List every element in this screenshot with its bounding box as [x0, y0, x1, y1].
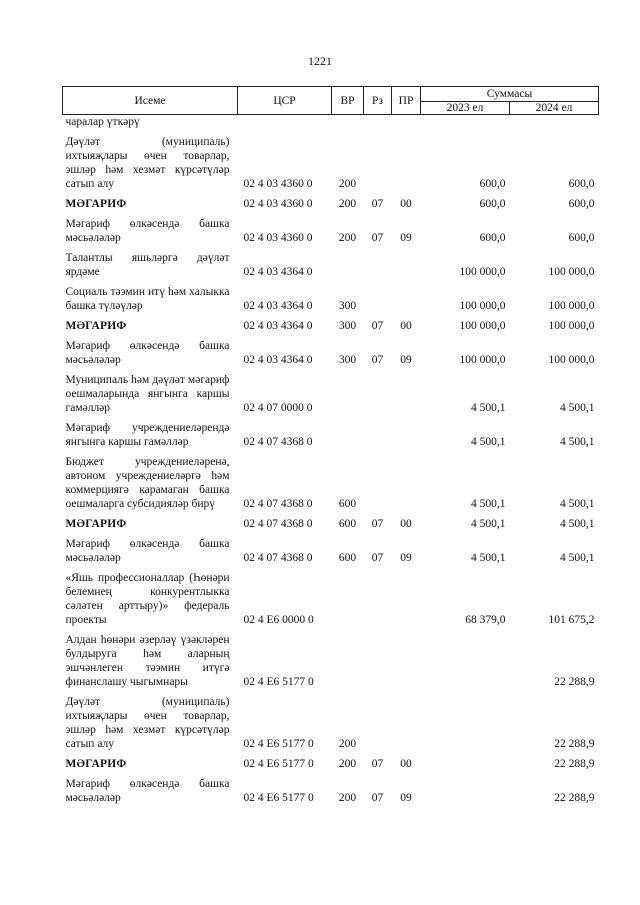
cell-pr: 09 — [400, 232, 412, 244]
cell-csr: 02 4 03 4364 0 — [243, 300, 313, 312]
cell-rz: 07 — [371, 320, 384, 332]
cell-s2024: 22 288,9 — [554, 792, 595, 804]
cell-rz — [364, 695, 392, 757]
cell-s2023: 4 500,1 — [471, 498, 506, 510]
cell-name: Дәүләт (муниципаль) ихтыяҗлары өчен товарлар, эшләр һәм хезмәт күрсәтүләр сатып алу — [65, 136, 230, 190]
cell-s2024: 4 500,1 — [560, 552, 595, 564]
cell-vr — [332, 251, 364, 285]
cell-vr: 300 — [338, 300, 357, 312]
cell-s2023: 4 500,1 — [471, 402, 506, 414]
table-row — [63, 537, 599, 571]
cell-s2024: 22 288,9 — [554, 758, 595, 770]
cell-vr — [332, 421, 364, 455]
cell-vr: 600 — [338, 498, 357, 510]
cell-rz: 07 — [371, 518, 384, 530]
table-row — [63, 455, 599, 517]
cell-rz — [364, 251, 392, 285]
table-row — [63, 339, 599, 373]
cell-csr: 02 4 E6 0000 0 — [243, 614, 314, 626]
cell-s2023 — [421, 633, 510, 695]
cell-s2024 — [510, 115, 599, 136]
cell-pr — [392, 251, 421, 285]
cell-csr: 02 4 E6 5177 0 — [243, 738, 314, 750]
cell-s2024: 600,0 — [568, 232, 595, 244]
cell-vr: 300 — [338, 354, 357, 366]
header-year-2023: 2023 ел — [421, 102, 510, 115]
cell-vr — [332, 373, 364, 421]
cell-csr: 02 4 03 4360 0 — [243, 232, 313, 244]
table-row — [63, 197, 599, 217]
cell-pr — [392, 421, 421, 455]
header-name: Исеме — [63, 87, 238, 115]
cell-name: «Яшь профессионаллар (Һөнәри белемнең конкурентлыкка сәләтен арттыру)» федераль проекты — [65, 572, 230, 626]
table-row — [63, 571, 599, 633]
cell-rz: 07 — [371, 198, 384, 210]
cell-csr — [238, 115, 332, 136]
cell-name: чаралар үткәрү — [65, 116, 140, 128]
cell-pr — [392, 373, 421, 421]
cell-csr: 02 4 03 4364 0 — [243, 354, 313, 366]
cell-s2023: 4 500,1 — [471, 436, 506, 448]
cell-name: МӘГАРИФ — [65, 320, 127, 332]
cell-rz — [364, 571, 392, 633]
cell-pr: 00 — [400, 758, 412, 770]
cell-name: Социаль тәэмин итү һәм халыкка башка түләүләр — [65, 286, 230, 312]
cell-name: Мәгариф учреждениеләрендә янгынга каршы гамәлләр — [65, 422, 230, 448]
cell-s2023: 68 379,0 — [465, 614, 506, 626]
cell-rz — [364, 421, 392, 455]
cell-s2023: 100 000,0 — [459, 300, 506, 312]
cell-pr — [392, 571, 421, 633]
table-row — [63, 135, 599, 197]
cell-vr — [332, 115, 364, 136]
cell-rz: 07 — [371, 792, 384, 804]
cell-name: МӘГАРИФ — [65, 518, 127, 530]
cell-vr — [332, 633, 364, 695]
cell-s2024: 100 000,0 — [548, 300, 595, 312]
cell-name: Дәүләт (муниципаль) ихтыяҗлары өчен товарлар, эшләр һәм хезмәт күрсәтүләр сатып алу — [65, 696, 230, 750]
cell-pr — [392, 455, 421, 517]
cell-name: МӘГАРИФ — [65, 198, 127, 210]
cell-s2024: 600,0 — [568, 198, 595, 210]
cell-s2024: 4 500,1 — [560, 402, 595, 414]
cell-name: МӘГАРИФ — [65, 758, 127, 770]
cell-pr — [392, 135, 421, 197]
cell-pr — [392, 115, 421, 136]
cell-rz: 07 — [371, 758, 384, 770]
cell-s2023: 600,0 — [479, 198, 506, 210]
cell-s2023: 600,0 — [479, 232, 506, 244]
cell-s2024: 101 675,2 — [548, 614, 595, 626]
cell-vr: 200 — [338, 232, 357, 244]
cell-name: Талантлы яшьләргә дәүләт ярдәме — [65, 252, 230, 278]
cell-s2023: 600,0 — [479, 178, 506, 190]
budget-table — [62, 86, 599, 811]
cell-s2023 — [421, 757, 510, 777]
cell-rz: 07 — [371, 354, 384, 366]
cell-name: Бюджет учреждениеләренә, автоном учреждениеләргә һәм коммерциягә карамаган башка оешмаларга субсидияләр бирү — [65, 456, 230, 510]
cell-csr: 02 4 E6 5177 0 — [243, 792, 314, 804]
cell-vr: 200 — [338, 758, 357, 770]
cell-rz: 07 — [371, 552, 384, 564]
cell-rz: 07 — [371, 232, 384, 244]
cell-vr: 200 — [338, 738, 357, 750]
cell-pr: 09 — [400, 552, 412, 564]
cell-s2023: 4 500,1 — [471, 552, 506, 564]
table-row — [63, 373, 599, 421]
cell-s2023: 100 000,0 — [459, 354, 506, 366]
table-row — [63, 217, 599, 251]
cell-s2023 — [421, 777, 510, 811]
cell-vr: 200 — [338, 198, 357, 210]
cell-csr: 02 4 E6 5177 0 — [243, 676, 314, 688]
table-row — [63, 517, 599, 537]
cell-vr — [332, 571, 364, 633]
cell-csr: 02 4 07 4368 0 — [243, 552, 313, 564]
cell-rz — [364, 135, 392, 197]
cell-vr: 600 — [338, 552, 357, 564]
cell-rz — [364, 455, 392, 517]
cell-name: Алдан һөнәри әзерләү үзәкләрен булдыруга һәм аларның эшчәнлеген тәэмин итүгә финанслашу чыгымнары — [65, 634, 230, 688]
cell-pr — [392, 633, 421, 695]
cell-rz — [364, 115, 392, 136]
cell-name: Муниципаль һәм дәүләт мәгариф оешмаларында янгынга каршы гамәлләр — [65, 374, 230, 414]
table-row — [63, 633, 599, 695]
cell-rz — [364, 285, 392, 319]
cell-name: Мәгариф өлкәсендә башка мәсьәләләр — [65, 538, 230, 564]
cell-rz — [364, 633, 392, 695]
cell-rz — [364, 373, 392, 421]
page-number: 1221 — [308, 54, 332, 68]
cell-pr: 00 — [400, 518, 412, 530]
cell-pr — [392, 695, 421, 757]
cell-s2024: 600,0 — [568, 178, 595, 190]
cell-pr: 09 — [400, 354, 412, 366]
table-body — [63, 115, 599, 812]
cell-s2023: 100 000,0 — [459, 320, 506, 332]
cell-s2024: 22 288,9 — [554, 738, 595, 750]
table-row — [63, 285, 599, 319]
cell-s2023: 100 000,0 — [459, 266, 506, 278]
cell-s2024: 4 500,1 — [560, 498, 595, 510]
header-year-2024: 2024 ел — [510, 102, 599, 115]
cell-name: Мәгариф өлкәсендә башка мәсьәләләр — [65, 778, 230, 804]
cell-s2023 — [421, 695, 510, 757]
table-row — [63, 251, 599, 285]
cell-csr: 02 4 03 4360 0 — [243, 178, 313, 190]
cell-s2023 — [421, 115, 510, 136]
cell-vr: 300 — [338, 320, 357, 332]
cell-pr: 00 — [400, 198, 412, 210]
cell-s2024: 4 500,1 — [560, 518, 595, 530]
cell-name: Мәгариф өлкәсендә башка мәсьәләләр — [65, 340, 230, 366]
cell-s2024: 100 000,0 — [548, 320, 595, 332]
cell-csr: 02 4 03 4364 0 — [243, 320, 313, 332]
table-row — [63, 319, 599, 339]
cell-s2024: 22 288,9 — [554, 676, 595, 688]
cell-csr: 02 4 07 4368 0 — [243, 498, 313, 510]
table-row — [63, 115, 599, 136]
table-row — [63, 421, 599, 455]
cell-csr: 02 4 07 0000 0 — [243, 402, 313, 414]
cell-s2024: 100 000,0 — [548, 266, 595, 278]
header-pr: ПР — [392, 87, 421, 115]
cell-vr: 200 — [338, 792, 357, 804]
cell-vr: 600 — [338, 518, 357, 530]
cell-csr: 02 4 07 4368 0 — [243, 518, 313, 530]
header-sums: Суммасы — [421, 87, 599, 102]
cell-s2024: 4 500,1 — [560, 436, 595, 448]
table-row — [63, 757, 599, 777]
cell-csr: 02 4 03 4364 0 — [243, 266, 313, 278]
cell-s2023: 4 500,1 — [471, 518, 506, 530]
cell-csr: 02 4 03 4360 0 — [243, 198, 313, 210]
cell-vr: 200 — [338, 178, 357, 190]
header-csr: ЦСР — [238, 87, 332, 115]
cell-s2024: 100 000,0 — [548, 354, 595, 366]
header-rz: Рз — [364, 87, 392, 115]
cell-csr: 02 4 07 4368 0 — [243, 436, 313, 448]
cell-name: Мәгариф өлкәсендә башка мәсьәләләр — [65, 218, 230, 244]
table-row — [63, 777, 599, 811]
cell-csr: 02 4 E6 5177 0 — [243, 758, 314, 770]
table-row — [63, 695, 599, 757]
cell-pr — [392, 285, 421, 319]
cell-pr: 00 — [400, 320, 412, 332]
table-header — [63, 87, 599, 115]
header-vr: ВР — [332, 87, 364, 115]
cell-pr: 09 — [400, 792, 412, 804]
